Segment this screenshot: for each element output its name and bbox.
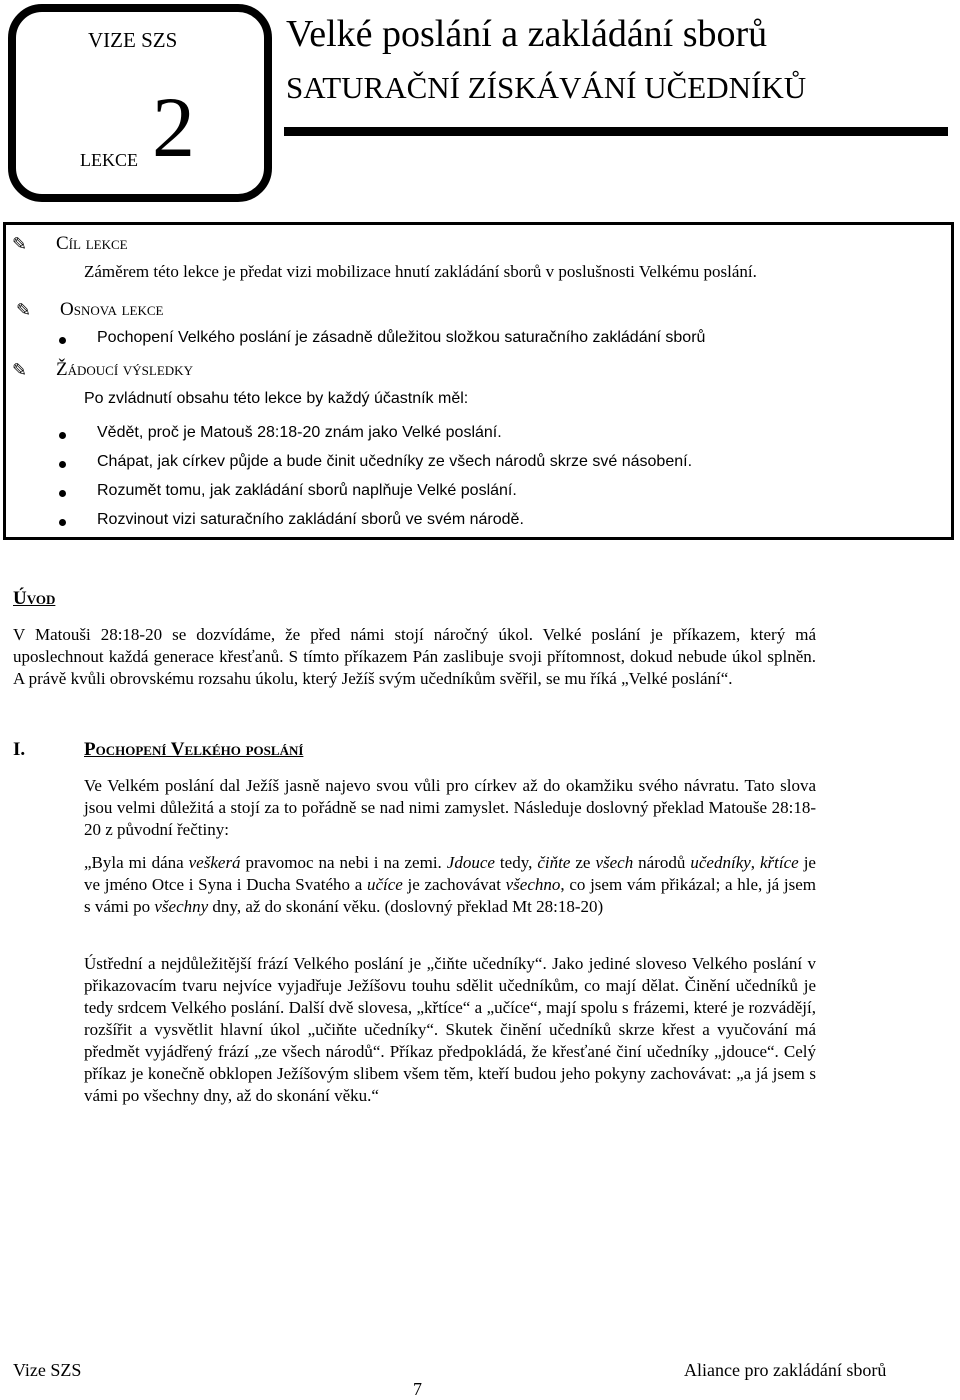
page-title: Velké poslání a zakládání sborů <box>286 13 768 55</box>
intro-heading: Úvod <box>13 588 56 609</box>
badge-lesson-label: LEKCE <box>80 150 138 170</box>
bullet-icon <box>59 519 66 526</box>
section-paragraph: Ústřední a nejdůležitější frází Velkého poslání je „čiňte učedníky“. Jako jediné sloveso Velkého poslání v přikazovacím tvaru nejvíce vyjadřuje Ježíšovu touhu sdělit učedníkům, co mají dělat. Činění učedníků je tedy srdcem Velkého poslání. Další dvě slovesa, „křtíce“ a „učíce“, mají spolu s frázemi, které je rozvádějí, rozšířit a vysvětlit hlavní úkol „učiňte učedníky“. Skutek činění učedníků skrze křest a vyučování má předmět vyjádřený frází „ze všech národů“. Příkaz předpokládá, že křesťané činí učedníky „jdouce“. Celý příkaz je konečně obklopen Ježíšovým slibem všem těm, kteří budou jeho pokyny zachovávat: „a já jsem s vámi po všechny dny, až do skonání věku.“ <box>84 954 816 1105</box>
pencil-icon: ✎ <box>16 300 32 321</box>
goal-text: Záměrem této lekce je předat vizi mobilizace hnutí zakládání sborů v poslušnosti Velkému poslání. <box>84 262 757 281</box>
intro-paragraph: V Matouši 28:18-20 se dozvídáme, že před námi stojí náročný úkol. Velké poslání je příkazem, který má uposlechnout každá generace křesťanů. S tímto příkazem Pán zaslibuje svoji přítomnost, dokud nebude úkol splněn. A právě kvůli obrovskému rozsahu úkolu, který Ježíš svým učedníkům svěřil, se mu říká „Velké poslání“. <box>13 625 816 688</box>
footer-left: Vize SZS <box>13 1360 82 1380</box>
outcome-item: Rozumět tomu, jak zakládání sborů naplňuje Velké poslání. <box>97 482 517 499</box>
section-heading: Pochopení Velkého poslání <box>84 739 304 760</box>
badge-title: VIZE SZS <box>88 28 178 52</box>
outcomes-heading: Žádoucí výsledky <box>56 359 193 380</box>
page-number: 7 <box>413 1379 422 1399</box>
header-rule <box>284 127 948 136</box>
footer-right: Aliance pro zakládání sborů <box>684 1360 887 1380</box>
outline-heading: Osnova lekce <box>60 299 164 320</box>
pencil-icon: ✎ <box>12 360 28 381</box>
badge-lesson-number: 2 <box>152 79 195 175</box>
pencil-icon: ✎ <box>12 234 28 255</box>
outline-item: Pochopení Velkého poslání je zásadně důležitou složkou saturačního zakládání sborů <box>97 329 706 346</box>
bullet-icon <box>59 432 66 439</box>
bullet-icon <box>59 461 66 468</box>
bullet-icon <box>59 490 66 497</box>
outcome-item: Vědět, proč je Matouš 28:18-20 znám jako Velké poslání. <box>97 424 502 441</box>
bullet-icon <box>59 337 66 344</box>
page-subtitle: SATURAČNÍ ZÍSKÁVÁNÍ UČEDNÍKŮ <box>286 70 807 105</box>
scripture-quote: „Byla mi dána veškerá pravomoc na nebi i na zemi. Jdouce tedy, čiňte ze všech národů učedníky, křtíce je ve jméno Otce i Syna i Ducha Svatého a učíce je zachovávat všechno, co jsem vám přikázal; a hle, já jsem s vámi po všechny dny, až do skonání věku. (doslovný překlad Mt 28:18-20) <box>84 853 817 916</box>
outcome-item: Rozvinout vizi saturačního zakládání sborů ve svém národě. <box>97 511 524 528</box>
outcomes-intro: Po zvládnutí obsahu této lekce by každý účastník měl: <box>84 390 469 407</box>
goal-heading: Cíl lekce <box>56 233 128 254</box>
section-paragraph: Ve Velkém poslání dal Ježíš jasně najevo svou vůli pro církev až do okamžiku svého návratu. Tato slova jsou velmi důležitá a stojí za to pořádně se nad nimi zamyslet. Následuje doslovný překlad Matouše 28:18-20 z původní řečtiny: <box>84 776 816 839</box>
outcome-item: Chápat, jak církev půjde a bude činit učedníky ze všech národů skrze své násobení. <box>97 453 693 470</box>
section-number: I. <box>13 739 26 760</box>
